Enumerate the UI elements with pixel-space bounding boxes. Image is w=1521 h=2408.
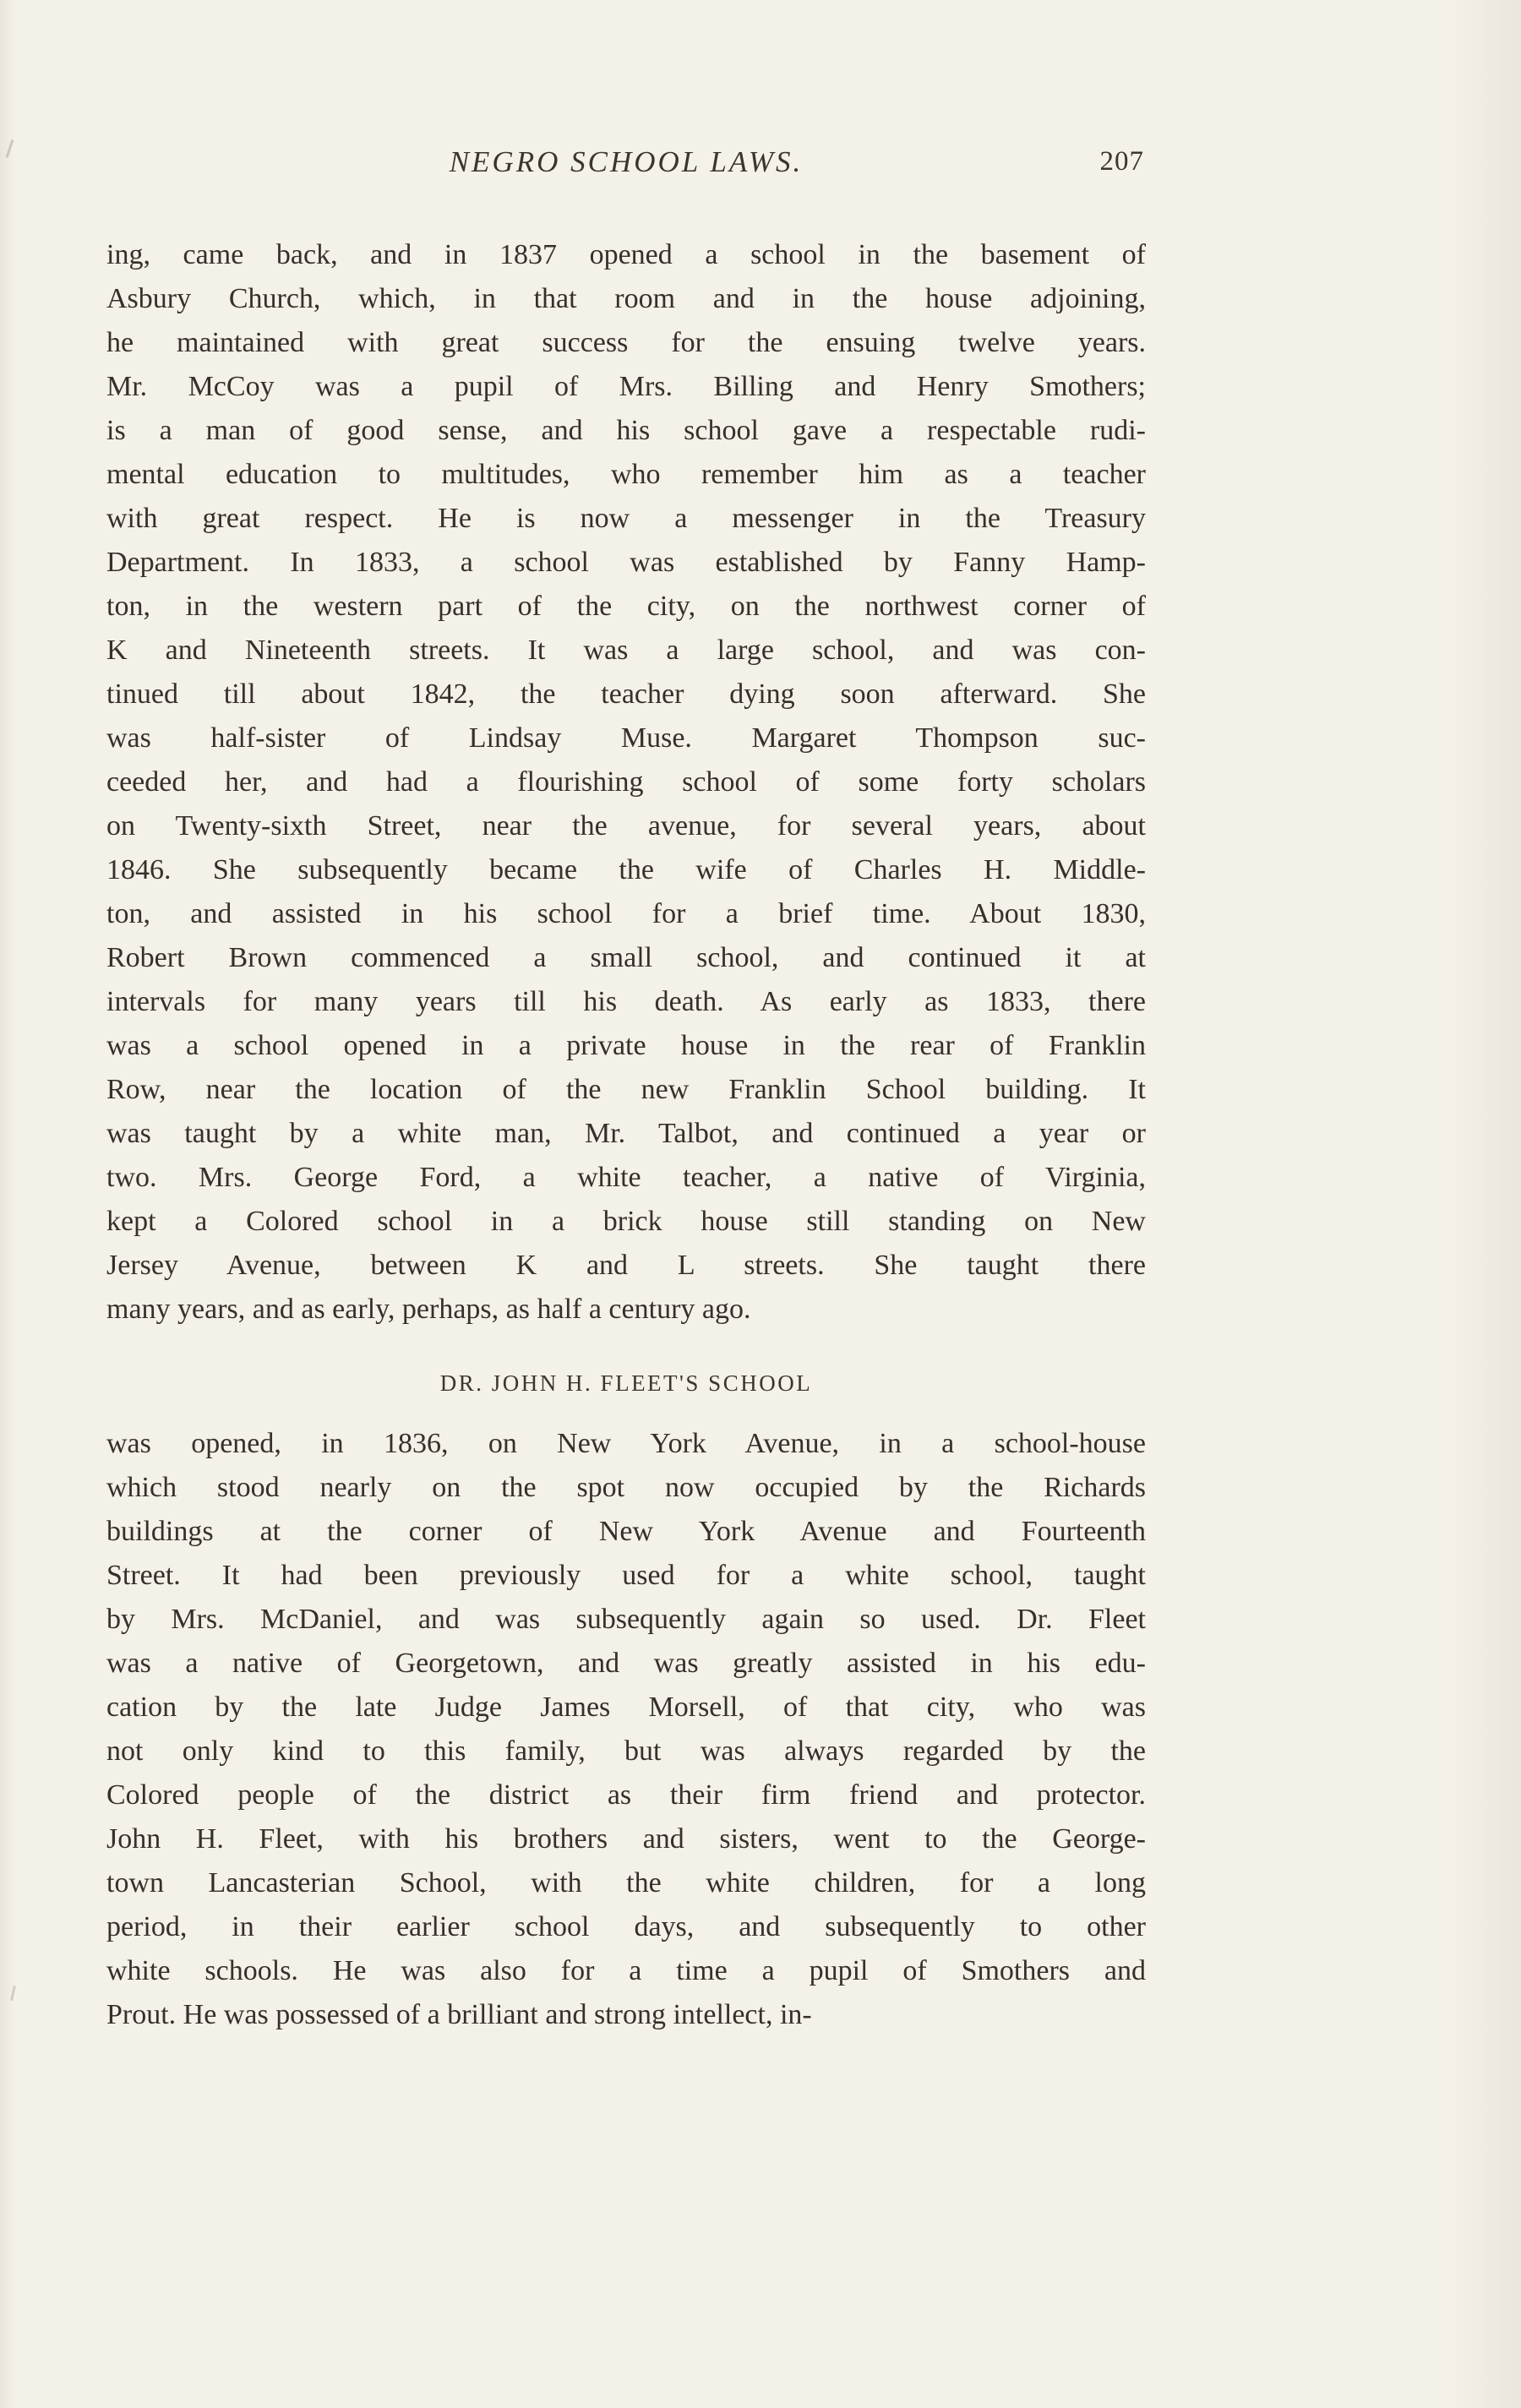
text-line: Street. It had been previously used for a white school, taught: [106, 1560, 1146, 1591]
running-head: [106, 145, 1146, 186]
text-line: with great respect. He is now a messenger in the Treasury: [106, 503, 1146, 534]
text-line: tinued till about 1842, the teacher dying soon afterward. She: [106, 678, 1146, 710]
text-block: [106, 145, 1146, 2037]
text-line: he maintained with great success for the ensuing twelve years.: [106, 327, 1146, 358]
text-line: which stood nearly on the spot now occupied by the Richards: [106, 1472, 1146, 1503]
text-line: Prout. He was possessed of a brilliant and strong intellect, in-: [106, 1999, 812, 2030]
body-paragraph-1: [106, 233, 1146, 1332]
text-line: was a school opened in a private house in the rear of Franklin: [106, 1030, 1146, 1061]
text-line: two. Mrs. George Ford, a white teacher, a native of Virginia,: [106, 1162, 1146, 1193]
text-line: Robert Brown commenced a small school, and continued it at: [106, 942, 1146, 973]
text-line: buildings at the corner of New York Avenue and Fourteenth: [106, 1516, 1146, 1547]
text-line: Jersey Avenue, between K and L streets. She taught there: [106, 1250, 1146, 1281]
text-line: period, in their earlier school days, and subsequently to other: [106, 1911, 1146, 1942]
section-heading: DR. JOHN H. FLEET'S SCHOOL: [439, 1370, 813, 1396]
text-line: many years, and as early, perhaps, as half a century ago.: [106, 1294, 751, 1325]
text-line: town Lancasterian School, with the white children, for a long: [106, 1867, 1146, 1899]
text-line: not only kind to this family, but was always regarded by the: [106, 1735, 1146, 1767]
text-line: Colored people of the district as their firm friend and protector.: [106, 1779, 1146, 1811]
text-line: on Twenty-sixth Street, near the avenue, for several years, about: [106, 810, 1146, 842]
text-line: kept a Colored school in a brick house still standing on New: [106, 1206, 1146, 1237]
text-line: is a man of good sense, and his school gave a respectable rudi-: [106, 415, 1146, 446]
scan-edge-shading-right: [1445, 0, 1521, 2408]
page-number: 207: [1099, 146, 1144, 177]
text-line: was a native of Georgetown, and was greatly assisted in his edu-: [106, 1648, 1146, 1679]
text-line: ton, and assisted in his school for a brief time. About 1830,: [106, 898, 1146, 929]
text-line: Department. In 1833, a school was established by Fanny Hamp-: [106, 547, 1146, 578]
running-head-title: NEGRO SCHOOL LAWS.: [449, 145, 804, 178]
text-line: was opened, in 1836, on New York Avenue, in a school-house: [106, 1428, 1146, 1459]
text-line: by Mrs. McDaniel, and was subsequently again so used. Dr. Fleet: [106, 1604, 1146, 1635]
text-line: ceeded her, and had a flourishing school of some forty scholars: [106, 766, 1146, 798]
text-line: ton, in the western part of the city, on the northwest corner of: [106, 591, 1146, 622]
text-line: Row, near the location of the new Franklin School building. It: [106, 1074, 1146, 1105]
text-line: mental education to multitudes, who remember him as a teacher: [106, 459, 1146, 490]
text-line: cation by the late Judge James Morsell, of that city, who was: [106, 1692, 1146, 1723]
scan-artifact: [10, 1986, 16, 2001]
text-line: was half-sister of Lindsay Muse. Margaret Thompson suc-: [106, 722, 1146, 754]
text-line: Mr. McCoy was a pupil of Mrs. Billing and Henry Smothers;: [106, 371, 1146, 402]
text-line: 1846. She subsequently became the wife of Charles H. Middle-: [106, 854, 1146, 885]
text-line: white schools. He was also for a time a pupil of Smothers and: [106, 1955, 1146, 1986]
text-line: K and Nineteenth streets. It was a large school, and was con-: [106, 635, 1146, 666]
scan-artifact: [6, 139, 14, 158]
text-line: Asbury Church, which, in that room and in the house adjoining,: [106, 283, 1146, 314]
text-line: John H. Fleet, with his brothers and sisters, went to the George-: [106, 1823, 1146, 1855]
text-line: intervals for many years till his death. As early as 1833, there: [106, 986, 1146, 1017]
text-line: ing, came back, and in 1837 opened a school in the basement of: [106, 239, 1146, 270]
scan-edge-shading-left: [0, 0, 15, 2408]
text-line: was taught by a white man, Mr. Talbot, and continued a year or: [106, 1118, 1146, 1149]
body-paragraph-2: [106, 1422, 1146, 2037]
